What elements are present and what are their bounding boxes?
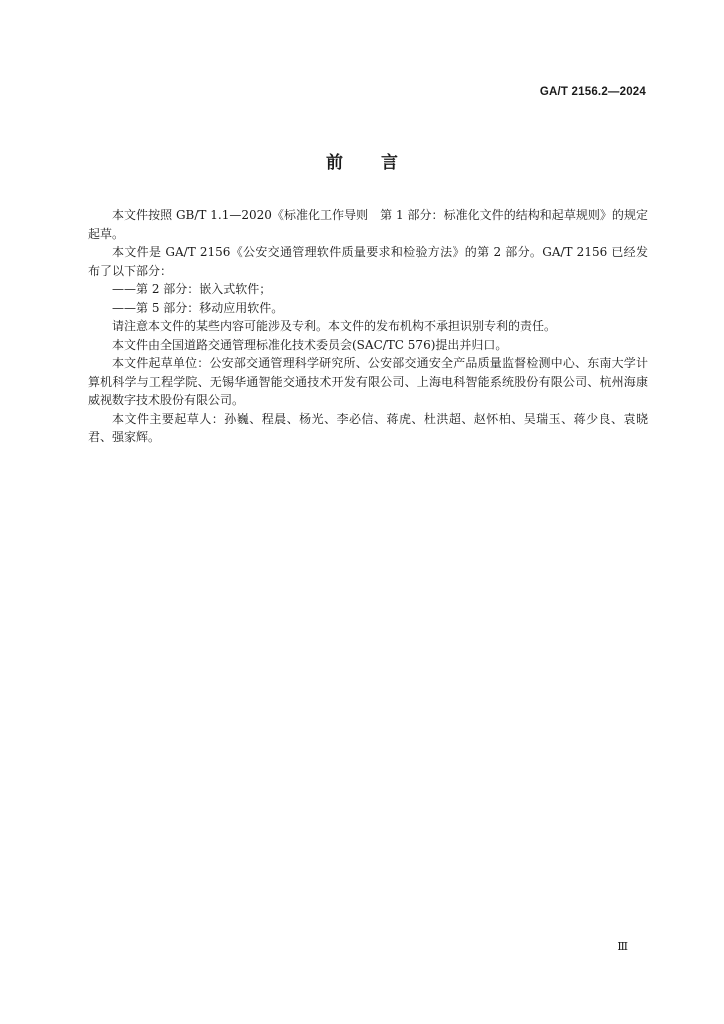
foreword-body [88, 206, 648, 447]
list-item-part-5: ——第 5 部分：移动应用软件。 [112, 300, 284, 315]
paragraph-drafting-rules: 本文件按照 GB/T 1.1—2020《标准化工作导则 第 1 部分：标准化文件的结构和起草规则》的规定起草。 [88, 208, 648, 241]
paragraph-drafters: 本文件主要起草人：孙巍、程晨、杨光、李必信、蒋虎、杜洪超、赵怀柏、吴瑞玉、蒋少良、袁晓君、强家辉。 [88, 411, 648, 444]
paragraph-proposer: 本文件由全国道路交通管理标准化技术委员会(SAC/TC 576)提出并归口。 [112, 337, 508, 352]
section-title: 前言 [326, 153, 436, 173]
paragraph-patent-notice: 请注意本文件的某些内容可能涉及专利。本文件的发布机构不承担识别专利的责任。 [112, 319, 557, 333]
list-item-part-2: ——第 2 部分：嵌入式软件； [112, 282, 272, 296]
paragraph-series-parts: 本文件是 GA/T 2156《公安交通管理软件质量要求和检验方法》的第 2 部分。GA/T 2156 已经发布了以下部分： [88, 245, 648, 278]
paragraph-drafting-units: 本文件起草单位：公安部交通管理科学研究所、公安部交通安全产品质量监督检测中心、东南大学计算机科学与工程学院、无锡华通智能交通技术开发有限公司、上海电科智能系统股份有限公司、杭州海康威视数字技术股份有限公司。 [88, 356, 648, 407]
document-code: GA/T 2156.2—2024 [539, 86, 646, 98]
page-number: Ⅲ [617, 941, 628, 953]
